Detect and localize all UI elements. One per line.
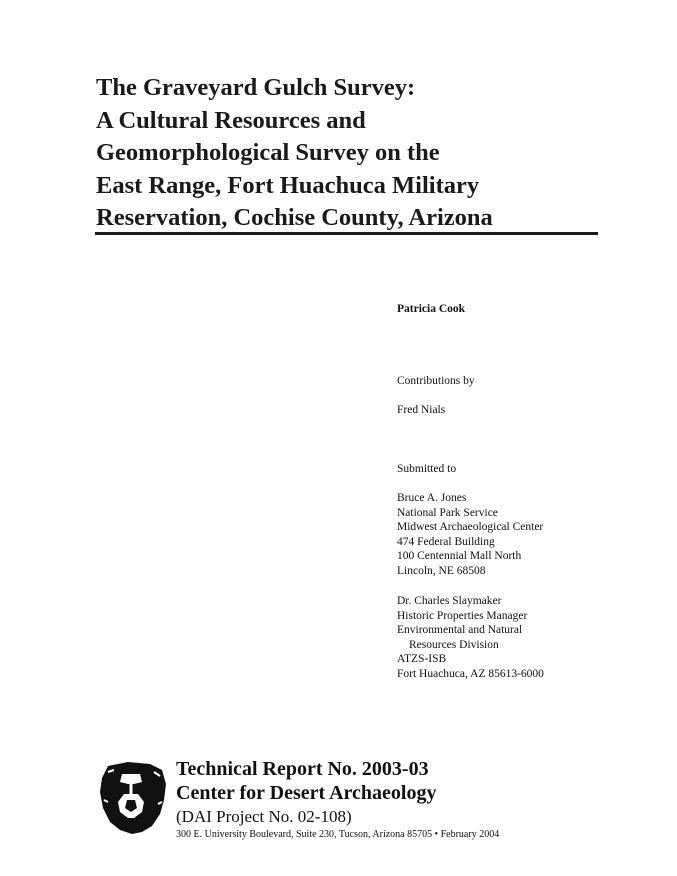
organization-address: 300 E. University Boulevard, Suite 230, Tucson, Arizona 85705 • February 2004	[176, 829, 500, 840]
contributor-name: Fred Nials	[397, 404, 446, 416]
address-line: Dr. Charles Slaymaker	[397, 595, 502, 607]
address-line: Fort Huachuca, AZ 85613-6000	[397, 667, 544, 680]
project-number: (DAI Project No. 02-108)	[176, 807, 352, 826]
report-number: Technical Report No. 2003-03	[176, 758, 429, 780]
title-divider	[95, 232, 598, 235]
title-line: East Range, Fort Huachuca Military	[96, 171, 480, 199]
address-line: ATZS-ISB	[397, 653, 447, 666]
address-line: Historic Properties Manager	[397, 609, 528, 622]
recipient-address-1	[397, 491, 543, 579]
report-title	[96, 72, 616, 235]
address-line: Bruce A. Jones	[397, 492, 467, 504]
address-line: Resources Division	[409, 638, 499, 651]
address-line: Environmental and Natural	[397, 624, 523, 637]
recipient-address-2	[397, 594, 544, 682]
address-line: Midwest Archaeological Center	[397, 521, 544, 534]
contributions-label: Contributions by	[397, 375, 475, 387]
title-line: A Cultural Resources and	[96, 106, 366, 134]
address-line: 100 Centennial Mall North	[397, 550, 522, 563]
author-name: Patricia Cook	[397, 303, 466, 315]
address-line: National Park Service	[397, 506, 498, 519]
address-line: Lincoln, NE 68508	[397, 564, 486, 577]
submitted-to-label: Submitted to	[397, 463, 457, 475]
organization-logo-icon	[98, 760, 168, 836]
title-line: Reservation, Cochise County, Arizona	[96, 204, 493, 231]
title-line: Geomorphological Survey on the	[96, 139, 440, 166]
organization-name: Center for Desert Archaeology	[176, 782, 437, 804]
title-line: The Graveyard Gulch Survey:	[96, 74, 416, 101]
address-line: 474 Federal Building	[397, 535, 495, 548]
report-info	[176, 757, 499, 841]
